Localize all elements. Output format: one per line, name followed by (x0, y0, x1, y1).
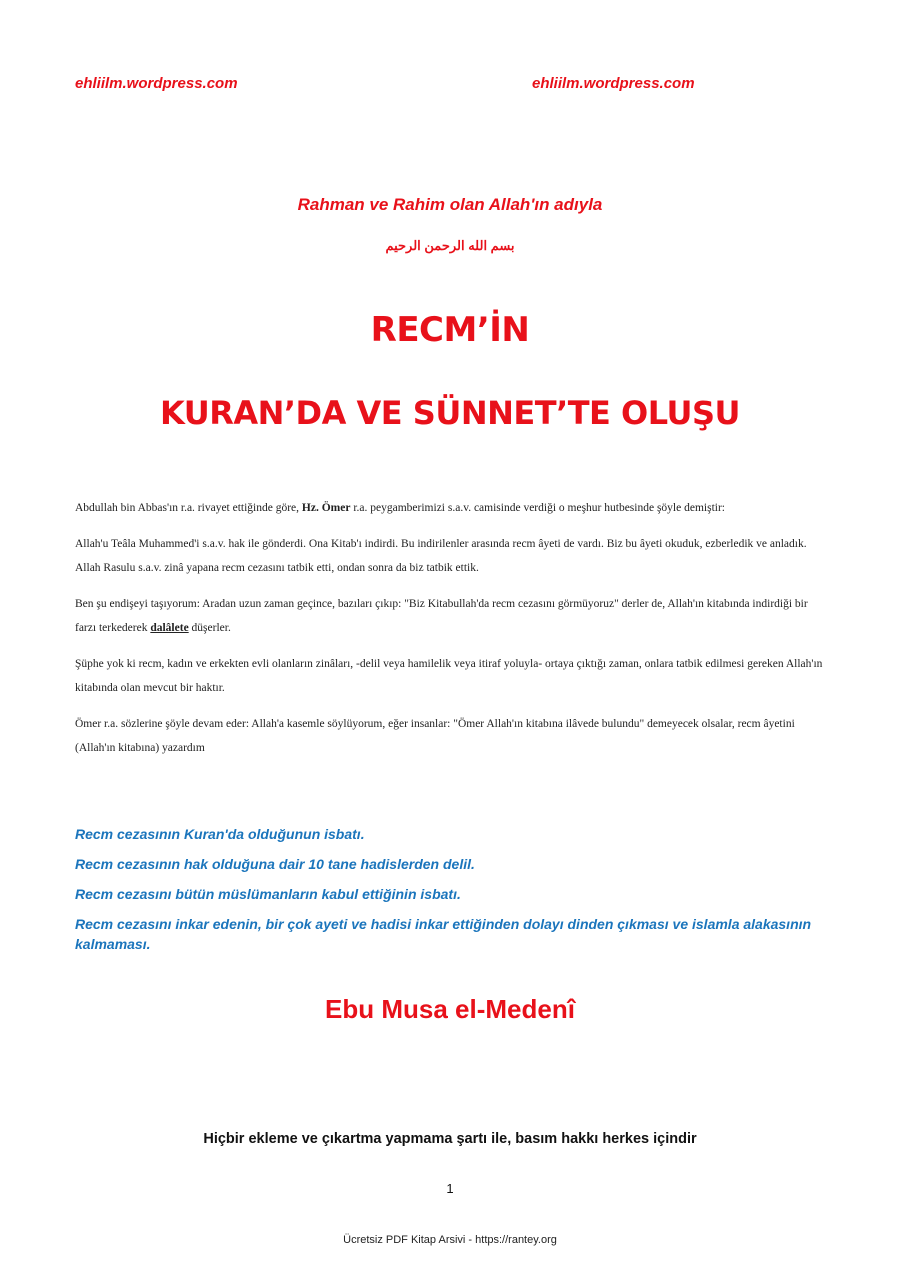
toc-item-1: Recm cezasının Kuran'da olduğunun isbatı. (75, 826, 365, 842)
toc-item-4: Recm cezasını inkar edenin, bir çok ayeti ve hadisi inkar ettiğinden dolayı dinden çıkması ve islamla alakasının kalmaması. (75, 916, 812, 952)
basmala-arabic: بسم الله الرحمن الرحيم (385, 238, 515, 253)
rights-notice: Hiçbir ekleme ve çıkartma yapmama şartı ile, basım hakkı herkes içindir (203, 1131, 697, 1147)
paragraph-5: Ömer r.a. sözlerine şöyle devam eder: Allah'a kasemle söylüyorum, eğer insanlar: "Ömer Allah'ın kitabına ilâvede bulundu" demeyecek olsalar, recm âyetini (Allah'ın kitabına) yazardım (75, 718, 795, 754)
toc-item-2: Recm cezasının hak olduğuna dair 10 tane hadislerden delil. (75, 856, 475, 872)
header-link-left[interactable]: ehliilm.wordpress.com (75, 75, 238, 92)
toc-list (75, 824, 815, 964)
paragraph-1-text-b: r.a. peygamberimizi s.a.v. camisinde verdiği o meşhur hutbesinde şöyle demiştir: (350, 502, 725, 514)
title-line-2: KURAN’DA VE SÜNNET’TE OLUŞU (159, 394, 741, 432)
basmala-turkish: Rahman ve Rahim olan Allah'ın adıyla (297, 195, 603, 214)
footer-text: Ücretsiz PDF Kitap Arsivi - https://rantey.org (343, 1234, 557, 1246)
paragraph-3 (75, 592, 825, 640)
header-link-right[interactable]: ehliilm.wordpress.com (532, 75, 695, 92)
page-number: 1 (446, 1181, 454, 1196)
paragraph-3-text-b: düşerler. (188, 622, 231, 634)
toc-item-3: Recm cezasını bütün müslümanların kabul ettiğinin isbatı. (75, 886, 461, 902)
paragraph-3-text-a: Ben şu endişeyi taşıyorum: Aradan uzun zaman geçince, bazıları çıkıp: "Biz Kitabullah'da recm cezasını görmüyoruz" derler de, Allah'ın kitabında indirdiği bir farzı terkederek (75, 598, 808, 634)
title-line-1: RECM’İN (370, 310, 530, 350)
paragraph-4: Şüphe yok ki recm, kadın ve erkekten evli olanların zinâları, -delil veya hamilelik veya itiraf yoluyla- ortaya çıktığı zaman, onlara tatbik edilmesi gereken Allah'ın kitabında olan mevcut bir haktır. (75, 658, 823, 694)
hz-omer-bold: Hz. Ömer (301, 502, 351, 514)
author-name: Ebu Musa el-Medenî (325, 994, 575, 1024)
dalalete-bold: dalâlete (150, 622, 189, 634)
paragraph-1 (75, 496, 825, 520)
paragraph-1-text-a: Abdullah bin Abbas'ın r.a. rivayet ettiğinde göre, (75, 502, 302, 514)
paragraph-2: Allah'u Teâla Muhammed'i s.a.v. hak ile gönderdi. Ona Kitab'ı indirdi. Bu indirilenler arasında recm âyeti de vardı. Biz bu âyeti okuduk, ezberledik ve anladık. Allah Rasulu s.a.v. zinâ yapana recm cezasını tatbik etti, ondan sonra da biz tatbik ettik. (75, 538, 807, 574)
body-text (75, 496, 825, 772)
